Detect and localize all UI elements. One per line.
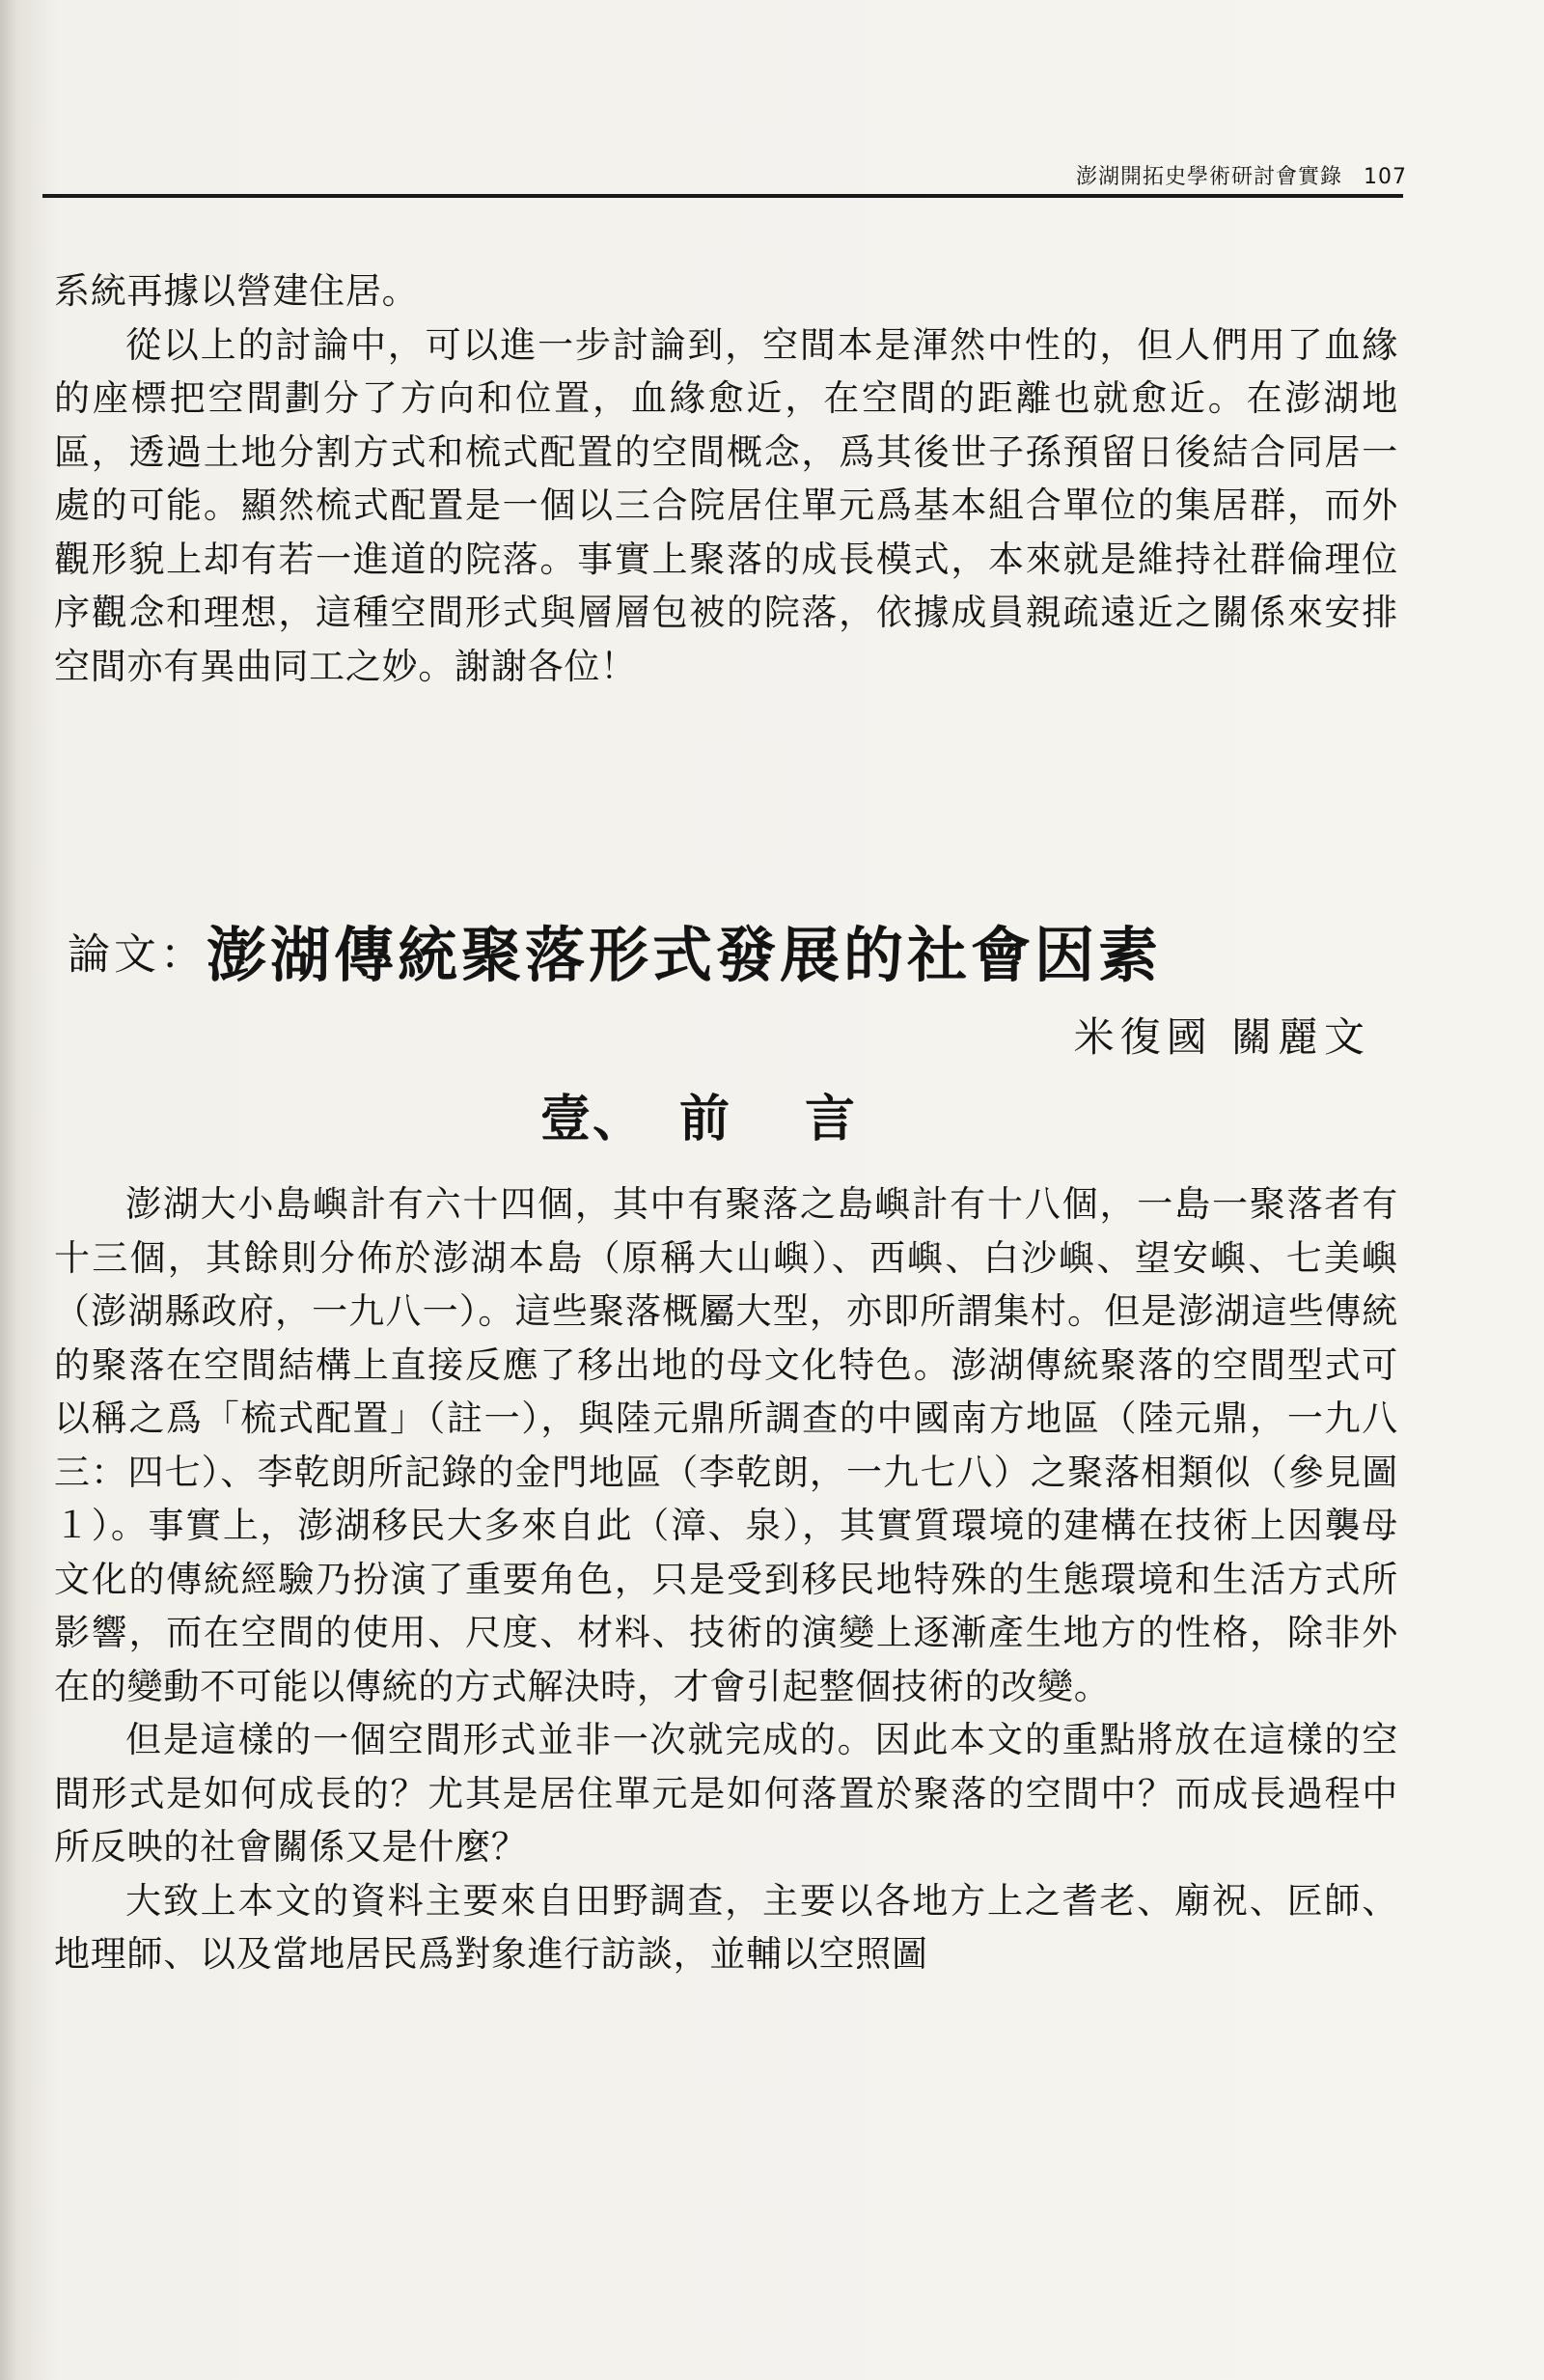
section-heading	[540, 1078, 946, 1150]
body-paragraph-1: 澎湖大小島嶼計有六十四個，其中有聚落之島嶼計有十八個，一島一聚落者有十三個，其餘則分佈於澎湖本島（原稱大山嶼）、西嶼、白沙嶼、望安嶼、七美嶼（澎湖縣政府，一九八一）。這些聚落概屬大型，亦即所謂集村。但是澎湖這些傳統的聚落在空間結構上直接反應了移出地的母文化特色。澎湖傳統聚落的空間型式可以稱之爲「梳式配置」（註一），與陸元鼎所調查的中國南方地區（陸元鼎，一九八三：四七）、李乾朗所記錄的金門地區（李乾朗，一九七八）之聚落相類似（參見圖１）。事實上，澎湖移民大多來自此（漳、泉），其實質環境的建構在技術上因襲母文化的傳統經驗乃扮演了重要角色，只是受到移民地特殊的生態環境和生活方式所影響，而在空間的使用、尺度、材料、技術的演變上逐漸產生地方的性格，除非外在的變動不可能以傳統的方式解決時，才會引起整個技術的改變。	[54, 1183, 1398, 1707]
intro-paragraph-2: 從以上的討論中，可以進一步討論到，空間本是渾然中性的，但人們用了血緣的座標把空間劃分了方向和位置，血緣愈近，在空間的距離也就愈近。在澎湖地區，透過土地分割方式和梳式配置的空間概念，爲其後世子孫預留日後結合同居一處的可能。顯然梳式配置是一個以三合院居住單元爲基本組合單位的集居群，而外觀形貌上却有若一進道的院落。事實上聚落的成長模式，本來就是維持社群倫理位序觀念和理想，這種空間形式與層層包被的院落，依據成員親疏遠近之關係來安排空間亦有異曲同工之妙。謝謝各位！	[54, 323, 1398, 687]
running-title: 澎湖開拓史學術研討會實錄	[1075, 165, 1342, 189]
body-paragraph-3: 大致上本文的資料主要來自田野調查，主要以各地方上之耆老、廟祝、匠師、地理師、以及當地居民爲對象進行訪談，並輔以空照圖	[54, 1879, 1398, 1975]
page-number: 107	[1364, 165, 1407, 189]
intro-text-block	[54, 264, 1398, 693]
section-number: 壹、	[540, 1091, 646, 1148]
body-paragraph-2: 但是這樣的一個空間形式並非一次就完成的。因此本文的重點將放在這樣的空間形式是如何成長的？尤其是居住單元是如何落置於聚落的空間中？而成長過程中所反映的社會關係又是什麼？	[54, 1719, 1398, 1868]
section-title: 前言	[679, 1091, 931, 1148]
paper-body-block	[54, 1177, 1398, 1981]
running-header	[982, 160, 1407, 190]
paper-authors: 米復國 關麗文	[1073, 1013, 1370, 1061]
intro-paragraph-1: 系統再據以營建住居。	[54, 270, 419, 312]
paper-title	[68, 907, 1419, 993]
paper-title-main: 澎湖傳統聚落形式發展的社會因素	[207, 920, 1163, 990]
header-rule	[42, 194, 1403, 198]
paper-title-prefix: 論文：	[68, 929, 207, 980]
